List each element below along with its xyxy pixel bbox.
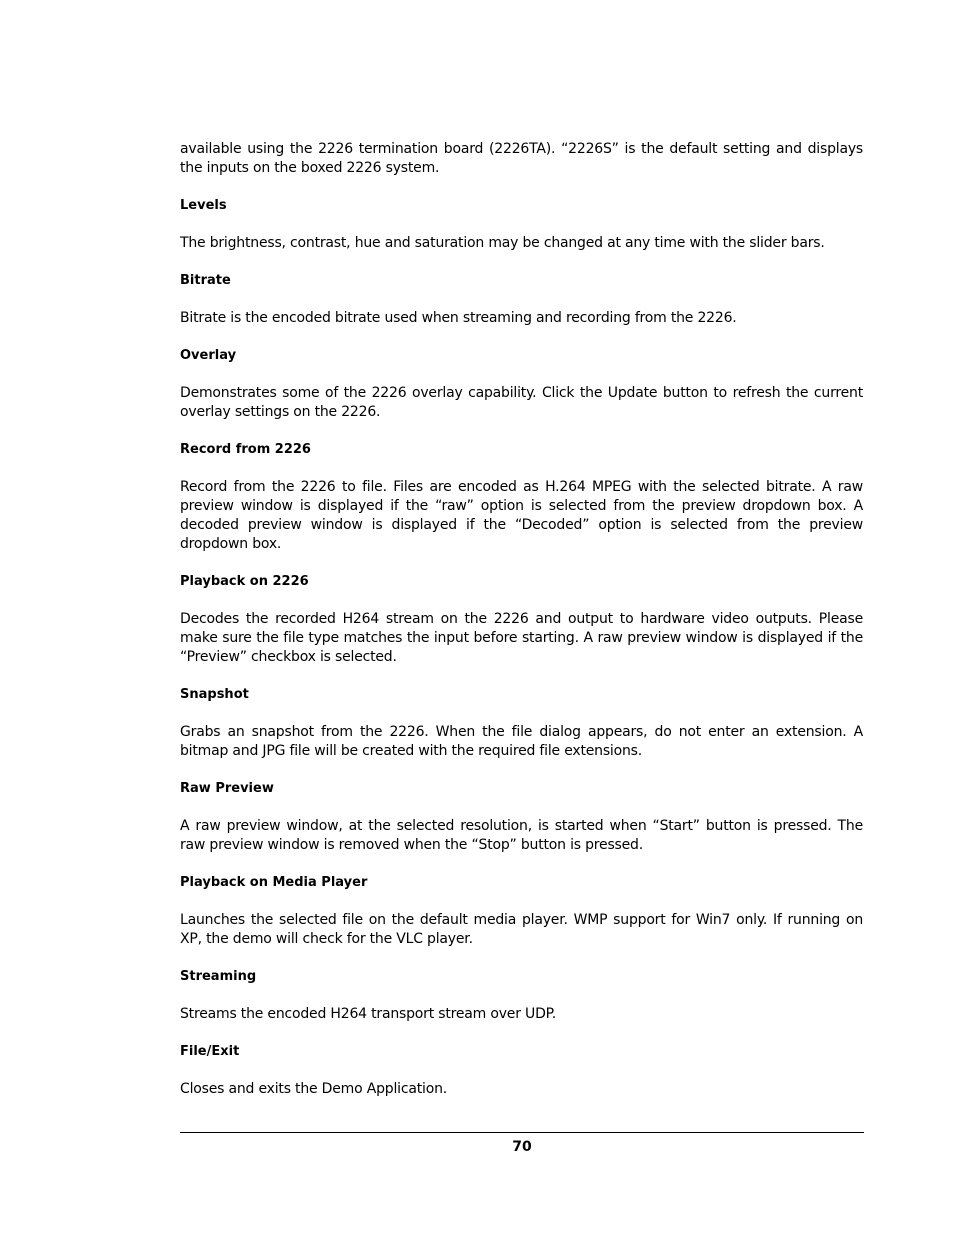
section-heading-snapshot: Snapshot <box>180 687 249 702</box>
section-body-playback-on-media-player: Launches the selected file on the default media player. WMP support for Win7 only. If running on XP, the demo will check for the VLC player. <box>180 912 863 947</box>
section-body-streaming: Streams the encoded H264 transport stream over UDP. <box>180 1006 556 1022</box>
section-heading-overlay: Overlay <box>180 348 237 363</box>
page-content <box>180 140 863 1099</box>
section-body-snapshot: Grabs an snapshot from the 2226. When the file dialog appears, do not enter an extension. A bitmap and JPG file will be created with the required file extensions. <box>180 724 863 759</box>
section-heading-playback-on-2226: Playback on 2226 <box>180 574 309 589</box>
section-heading-playback-on-media-player: Playback on Media Player <box>180 875 368 890</box>
section-body-bitrate: Bitrate is the encoded bitrate used when streaming and recording from the 2226. <box>180 310 737 326</box>
section-heading-file-exit: File/Exit <box>180 1044 240 1059</box>
section-heading-raw-preview: Raw Preview <box>180 781 274 796</box>
page-number: 70 <box>512 1139 532 1155</box>
section-body-raw-preview: A raw preview window, at the selected resolution, is started when “Start” button is pressed. The raw preview window is removed when the “Stop” button is pressed. <box>180 818 863 853</box>
section-heading-bitrate: Bitrate <box>180 273 231 288</box>
section-body-file-exit: Closes and exits the Demo Application. <box>180 1081 447 1097</box>
section-body-playback-on-2226: Decodes the recorded H264 stream on the 2226 and output to hardware video outputs. Please make sure the file type matches the input before starting. A raw preview window is displayed if the “Preview” checkbox is selected. <box>180 611 863 665</box>
section-body-levels: The brightness, contrast, hue and saturation may be changed at any time with the slider bars. <box>180 235 825 251</box>
intro-paragraph: available using the 2226 termination board (2226TA). “2226S” is the default setting and displays the inputs on the boxed 2226 system. <box>180 141 863 176</box>
section-body-record-from-2226: Record from the 2226 to file. Files are encoded as H.264 MPEG with the selected bitrate. A raw preview window is displayed if the “raw” option is selected from the preview dropdown box. A decoded preview window is displayed if the “Decoded” option is selected from the preview dropdown box. <box>180 479 863 552</box>
section-body-overlay: Demonstrates some of the 2226 overlay capability. Click the Update button to refresh the current overlay settings on the 2226. <box>180 385 863 420</box>
section-heading-streaming: Streaming <box>180 969 257 984</box>
section-heading-levels: Levels <box>180 198 227 213</box>
footer-divider <box>180 1132 864 1133</box>
section-heading-record-from-2226: Record from 2226 <box>180 442 311 457</box>
